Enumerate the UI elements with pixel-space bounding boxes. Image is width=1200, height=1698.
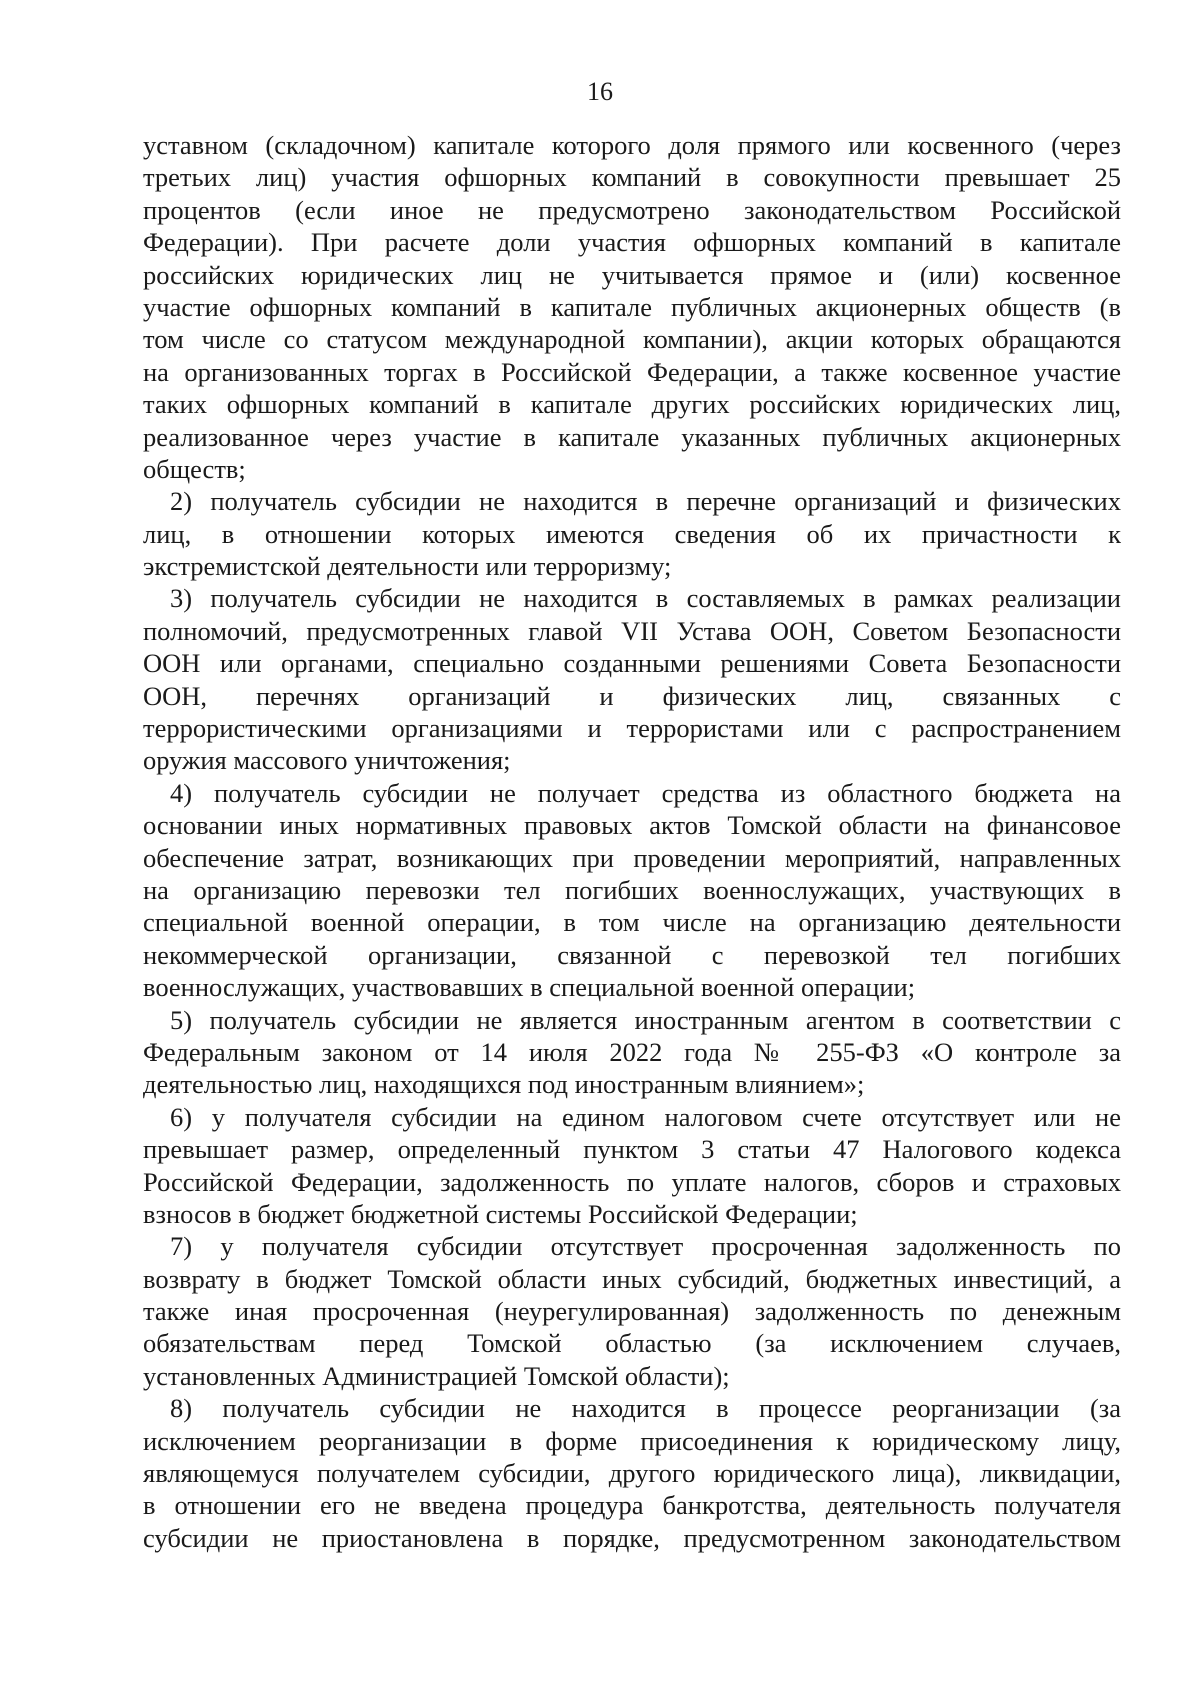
text-line: том числе со статусом международной компании), акции которых обращаются (143, 324, 1121, 355)
text-line: обеспечение затрат, возникающих при проведении мероприятий, направленных (143, 842, 1121, 873)
text-line: также иная просроченная (неурегулированная) задолженность по денежным (143, 1296, 1121, 1327)
page-number: 16 (587, 77, 613, 106)
text-line: реализованное через участие в капитале указанных публичных акционерных (143, 421, 1121, 452)
text-line: уставном (складочном) капитале которого доля прямого или косвенного (через (143, 130, 1121, 160)
text-line: основании иных нормативных правовых актов Томской области на финансовое (143, 810, 1121, 841)
text-line: на организованных торгах в Российской Федерации, а также косвенное участие (143, 356, 1121, 387)
text-line: 6) у получателя субсидии на едином налоговом счете отсутствует или не (170, 1101, 1121, 1132)
paragraph (143, 1004, 1121, 1101)
text-line: 7) у получателя субсидии отсутствует просроченная задолженность по (170, 1231, 1121, 1262)
text-line: ООН, перечнях организаций и физических лиц, связанных с (143, 680, 1121, 711)
paragraph (143, 485, 1121, 582)
text-line: на организацию перевозки тел погибших военнослужащих, участвующих в (143, 874, 1121, 905)
text-line: исключением реорганизации в форме присоединения к юридическому лицу, (143, 1425, 1121, 1456)
text-line: Федеральным законом от 14 июля 2022 года № 255-ФЗ «О контроле за (143, 1036, 1121, 1067)
text-line: оружия массового уничтожения; (143, 745, 511, 776)
text-line: лиц, в отношении которых имеются сведения об их причастности к (143, 518, 1121, 549)
text-line: военнослужащих, участвовавших в специальной военной операции; (143, 972, 916, 1003)
text-line: обществ; (143, 453, 246, 484)
paragraph (143, 1230, 1121, 1392)
text-line: террористическими организациями и террористами или с распространением (143, 713, 1121, 744)
text-line: специальной военной операции, в том числе на организацию деятельности (143, 907, 1121, 938)
text-line: возврату в бюджет Томской области иных субсидий, бюджетных инвестиций, а (143, 1263, 1121, 1294)
text-line: взносов в бюджет бюджетной системы Российской Федерации; (143, 1198, 858, 1229)
text-line: обязательствам перед Томской областью (за исключением случаев, (143, 1328, 1121, 1359)
text-line: деятельностью лиц, находящихся под иностранным влиянием»; (143, 1069, 865, 1100)
document-body (143, 129, 1121, 1554)
paragraph (143, 129, 1121, 485)
paragraph (143, 777, 1121, 1004)
text-line: 8) получатель субсидии не находится в процессе реорганизации (за (170, 1393, 1121, 1424)
text-line: ООН или органами, специально созданными решениями Совета Безопасности (143, 648, 1121, 679)
paragraph (143, 1101, 1121, 1231)
text-line: являющемуся получателем субсидии, другого юридического лица), ликвидации, (143, 1458, 1121, 1489)
text-line: экстремистской деятельности или терроризму; (143, 551, 672, 582)
text-line: Федерации). При расчете доли участия офшорных компаний в капитале (143, 227, 1121, 258)
text-line: таких офшорных компаний в капитале других российских юридических лиц, (143, 389, 1121, 420)
text-line: 5) получатель субсидии не является иностранным агентом в соответствии с (170, 1004, 1121, 1035)
text-line: процентов (если иное не предусмотрено законодательством Российской (143, 194, 1121, 225)
text-line: участие офшорных компаний в капитале публичных акционерных обществ (в (143, 291, 1121, 322)
text-line: субсидии не приостановлена в порядке, предусмотренном законодательством (143, 1522, 1121, 1553)
paragraph (143, 582, 1121, 776)
text-line: третьих лиц) участия офшорных компаний в совокупности превышает 25 (143, 162, 1121, 193)
text-line: превышает размер, определенный пунктом 3 статьи 47 Налогового кодекса (143, 1134, 1121, 1165)
text-line: 2) получатель субсидии не находится в перечне организаций и физических (170, 486, 1121, 517)
text-line: в отношении его не введена процедура банкротства, деятельность получателя (143, 1490, 1121, 1521)
text-line: установленных Администрацией Томской области); (143, 1360, 730, 1391)
text-line: Российской Федерации, задолженность по уплате налогов, сборов и страховых (143, 1166, 1121, 1197)
paragraph (143, 1392, 1121, 1554)
text-line: 3) получатель субсидии не находится в составляемых в рамках реализации (170, 583, 1121, 614)
text-line: полномочий, предусмотренных главой VII Устава ООН, Советом Безопасности (143, 615, 1121, 646)
text-line: российских юридических лиц не учитывается прямое и (или) косвенное (143, 259, 1121, 290)
text-line: 4) получатель субсидии не получает средства из областного бюджета на (170, 777, 1121, 808)
text-line: некоммерческой организации, связанной с перевозкой тел погибших (143, 939, 1121, 970)
